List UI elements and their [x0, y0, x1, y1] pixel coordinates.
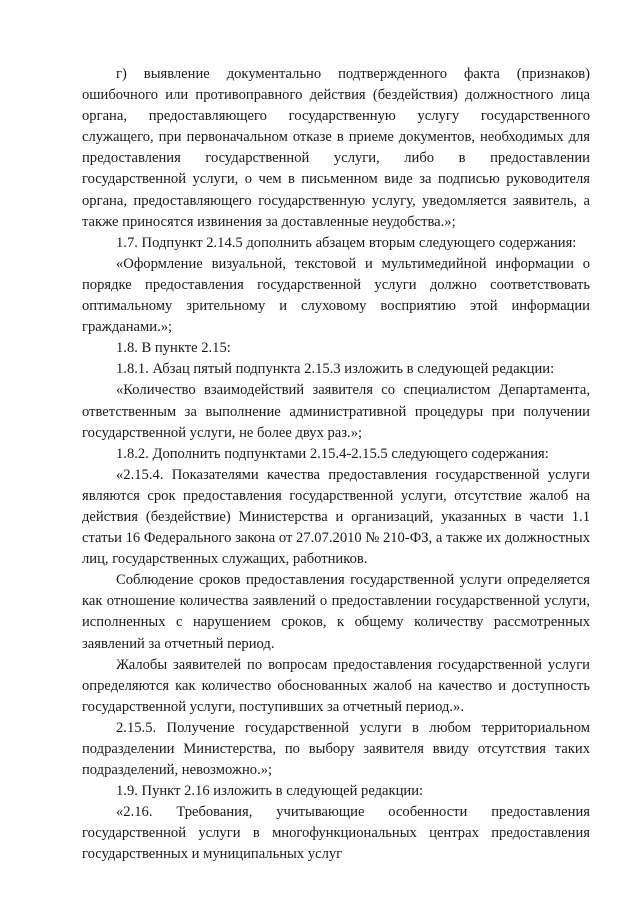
paragraph-1-8-2: 1.8.2. Дополнить подпунктами 2.15.4-2.15.5 следующего содержания: [116, 445, 549, 462]
paragraph-complaints: Жалобы заявителей по вопросам предоставления государственной услуги определяются как количество обоснованных жалоб на качество и доступность государственной услуги, поступивших за отчетный период.». [82, 656, 590, 715]
paragraph-1-7: 1.7. Подпункт 2.14.5 дополнить абзацем вторым следующего содержания: [116, 234, 577, 251]
document-body [82, 64, 590, 866]
paragraph-1-7-quote: «Оформление визуальной, текстовой и мультимедийной информации о порядке предоставления государственной услуги должно соответствовать оптимальному зрительному и слуховому восприятию этой информации гражданами.»; [82, 255, 590, 336]
paragraph-1-8-1: 1.8.1. Абзац пятый подпункта 2.15.3 изложить в следующей редакции: [116, 361, 555, 378]
paragraph-2-15-4: «2.15.4. Показателями качества предоставления государственной услуги являются срок предоставления государственной услуги, отсутствие жалоб на действия (бездействие) Министерства и организаций, указанных в части 1.1 статьи 16 Федерального закона от 27.07.2010 № 210-ФЗ, а также их должностных лиц, государственных служащих, работников. [82, 466, 590, 568]
paragraph-1-8-1-quote: «Количество взаимодействий заявителя со специалистом Департамента, ответственным за выполнение административной процедуры при получении государственной услуги, не более двух раз.»; [82, 382, 590, 441]
paragraph-1-9: 1.9. Пункт 2.16 изложить в следующей редакции: [116, 783, 424, 800]
paragraph-deadline-compliance: Соблюдение сроков предоставления государственной услуги определяется как отношение количества заявлений о предоставлении государственной услуги, исполненных с нарушением сроков, к общему количеству рассмотренных заявлений за отчетный период. [82, 572, 590, 652]
paragraph-2-15-5: 2.15.5. Получение государственной услуги в любом территориальном подразделении Министерства, по выбору заявителя ввиду отсутствия таких подразделений, невозможно.»; [82, 719, 590, 779]
paragraph-1-8: 1.8. В пункте 2.15: [116, 340, 231, 357]
paragraph-item-g-error-detection: г) выявление документально подтвержденного факта (признаков) ошибочного или противоправного действия (бездействия) должностного лица органа, предоставляющего государственную услугу государственного служащего, при первоначальном отказе в приеме документов, необходимых для предоставления государственной услуги, либо в предоставлении государственной услуги, о чем в письменном виде за подписью руководителя органа, предоставляющего государственную услугу, уведомляется заявитель, а также приносятся извинения за доставленные неудобства.»; [82, 66, 590, 230]
paragraph-2-16-quote: «2.16. Требования, учитывающие особенности предоставления государственной услуги в многофункциональных центрах предоставления государственных и муниципальных услуг [82, 804, 590, 863]
